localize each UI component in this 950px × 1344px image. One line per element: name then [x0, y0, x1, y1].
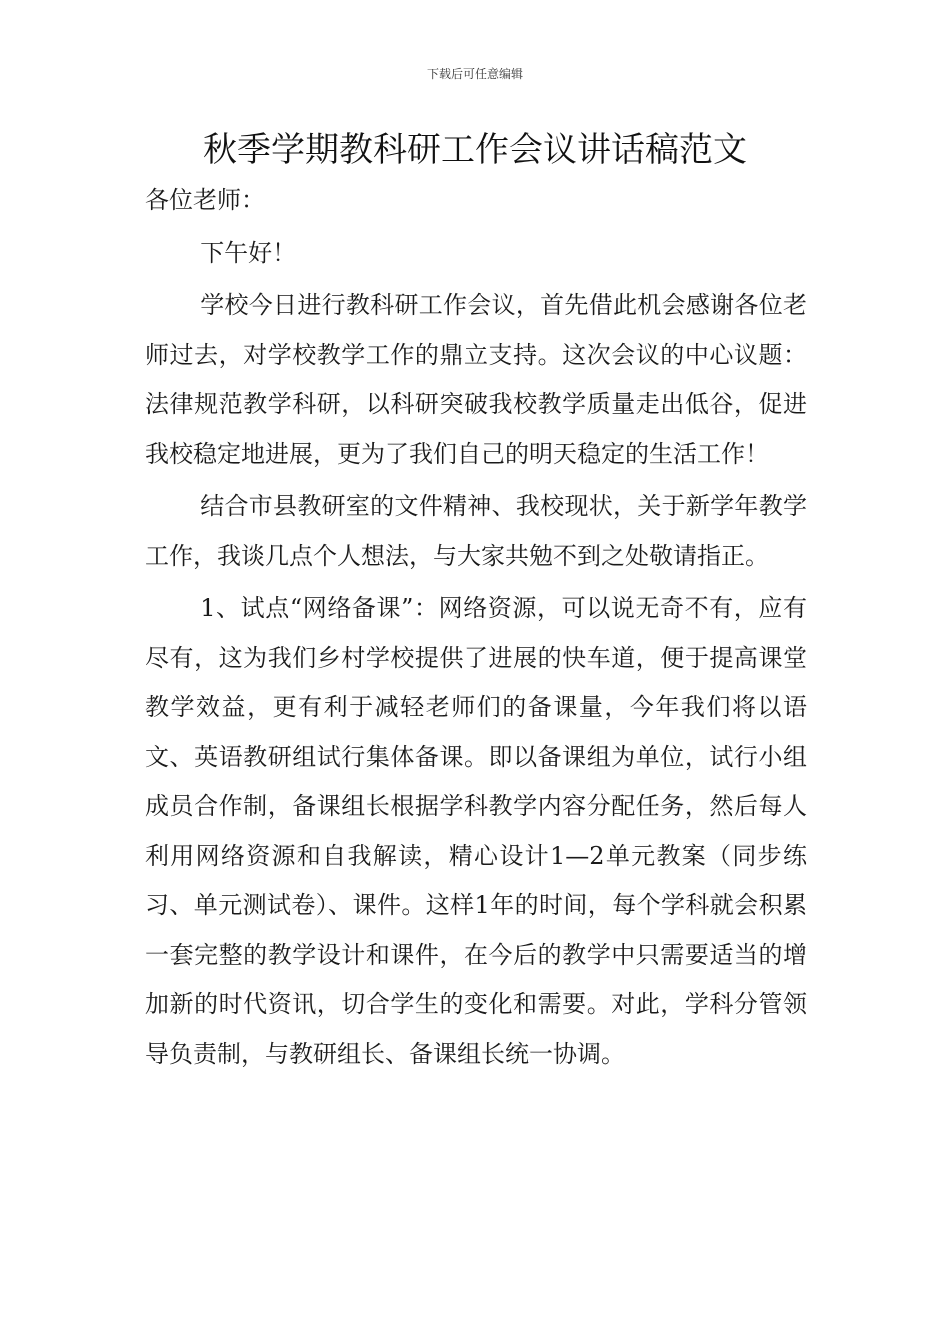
salutation: 各位老师： — [145, 186, 265, 214]
document-body — [145, 176, 807, 1079]
paragraph-context: 结合市县教研室的文件精神、我校现状，关于新学年教学工作，我谈几点个人想法，与大家共勉不到之处敬请指正。 — [145, 492, 807, 570]
paragraph-intro: 学校今日进行教科研工作会议，首先借此机会感谢各位老师过去，对学校教学工作的鼎立支持。这次会议的中心议题：法律规范教学科研，以科研突破我校教学质量走出低谷，促进我校稳定地进展，更为了我们自己的明天稳定的生活工作！ — [145, 291, 807, 468]
paragraph-point-1: 1、试点“网络备课”：网络资源，可以说无奇不有，应有尽有，这为我们乡村学校提供了进展的快车道，便于提高课堂教学效益，更有利于减轻老师们的备课量，今年我们将以语文、英语教研组试行集体备课。即以备课组为单位，试行小组成员合作制，备课组长根据学科教学内容分配任务，然后每人利用网络资源和自我解读，精心设计1—2单元教案（同步练习、单元测试卷）、课件。这样1年的时间，每个学科就会积累一套完整的教学设计和课件，在今后的教学中只需要适当的增加新的时代资讯，切合学生的变化和需要。对此，学科分管领导负责制，与教研组长、备课组长统一协调。 — [145, 594, 807, 1068]
paragraph-greeting: 下午好！ — [200, 238, 297, 267]
document-title: 秋季学期教科研工作会议讲话稿范文 — [203, 130, 747, 170]
header-note: 下载后可任意编辑 — [426, 67, 523, 81]
